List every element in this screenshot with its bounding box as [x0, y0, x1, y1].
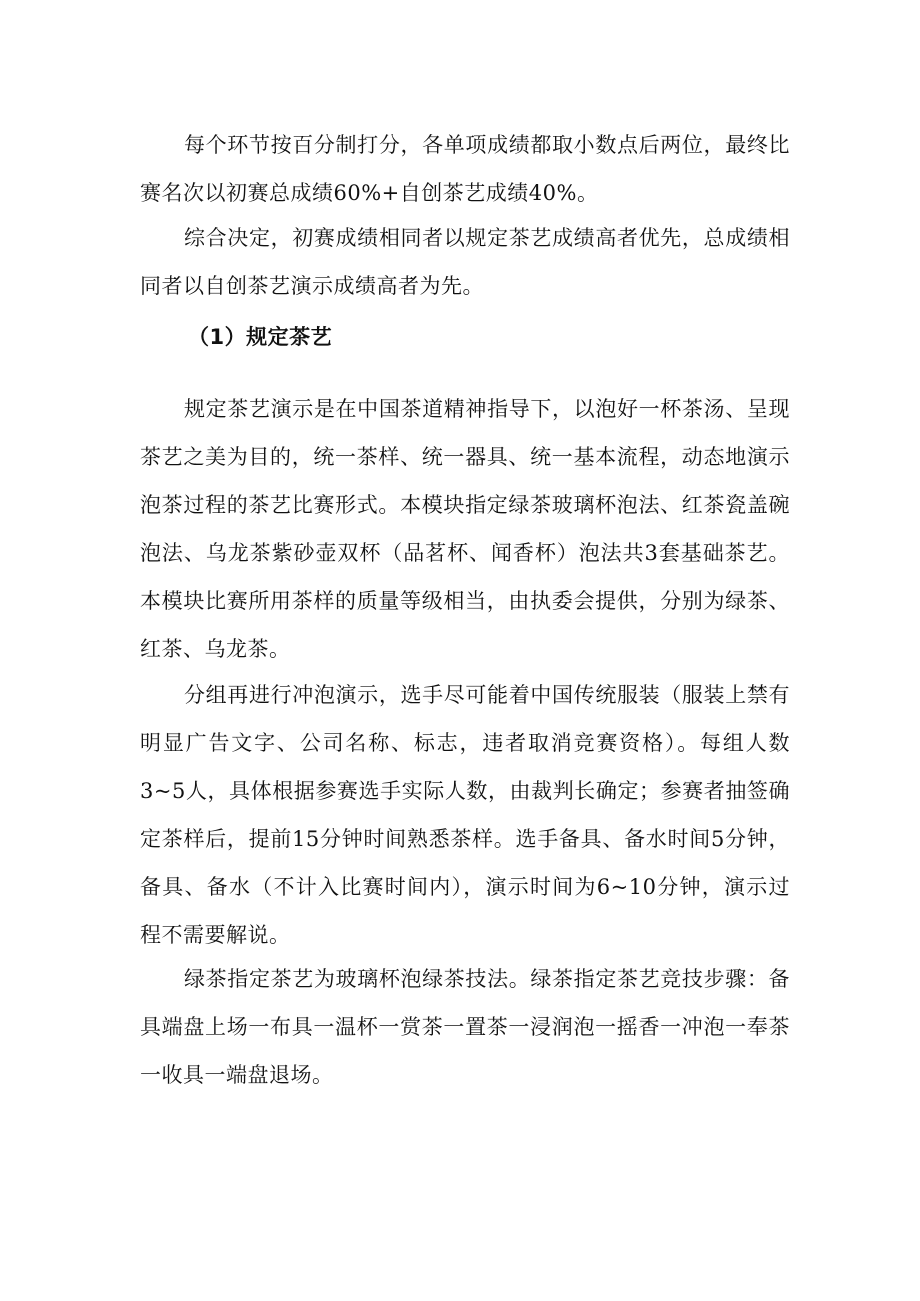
section-heading: （1）规定茶艺 — [188, 325, 333, 349]
paragraph-scoring-method: 每个环节按百分制打分，各单项成绩都取小数点后两位，最终比赛名次以初赛总成绩60%+自创茶艺成绩40%。 — [140, 133, 790, 205]
paragraph-tie-break: 综合决定，初赛成绩相同者以规定茶艺成绩高者优先，总成绩相同者以自创茶艺演示成绩高者为先。 — [140, 226, 790, 298]
paragraph-green-tea-steps: 绿茶指定茶艺为玻璃杯泡绿茶技法。绿茶指定茶艺竞技步骤：备具端盘上场一布具一温杯一赏茶一置茶一浸润泡一摇香一冲泡一奉茶一收具一端盘退场。 — [140, 967, 790, 1087]
paragraph-standard-tea-art: 规定茶艺演示是在中国茶道精神指导下，以泡好一杯茶汤、呈现茶艺之美为目的，统一茶样、统一器具、统一基本流程，动态地演示泡茶过程的茶艺比赛形式。本模块指定绿茶玻璃杯泡法、红茶瓷盖碗泡法、乌龙茶紫砂壶双杯（品茗杯、闻香杯）泡法共3套基础茶艺。本模块比赛所用茶样的质量等级相当，由执委会提供，分别为绿茶、红茶、乌龙茶。 — [140, 397, 790, 661]
paragraph-group-demonstration: 分组再进行冲泡演示，选手尽可能着中国传统服装（服装上禁有明显广告文字、公司名称、标志，违者取消竞赛资格）。每组人数3~5人，具体根据参赛选手实际人数，由裁判长确定；参赛者抽签确定茶样后，提前15分钟时间熟悉茶样。选手备具、备水时间5分钟，备具、备水（不计入比赛时间内），演示时间为6~10分钟，演示过程不需要解说。 — [140, 683, 790, 947]
